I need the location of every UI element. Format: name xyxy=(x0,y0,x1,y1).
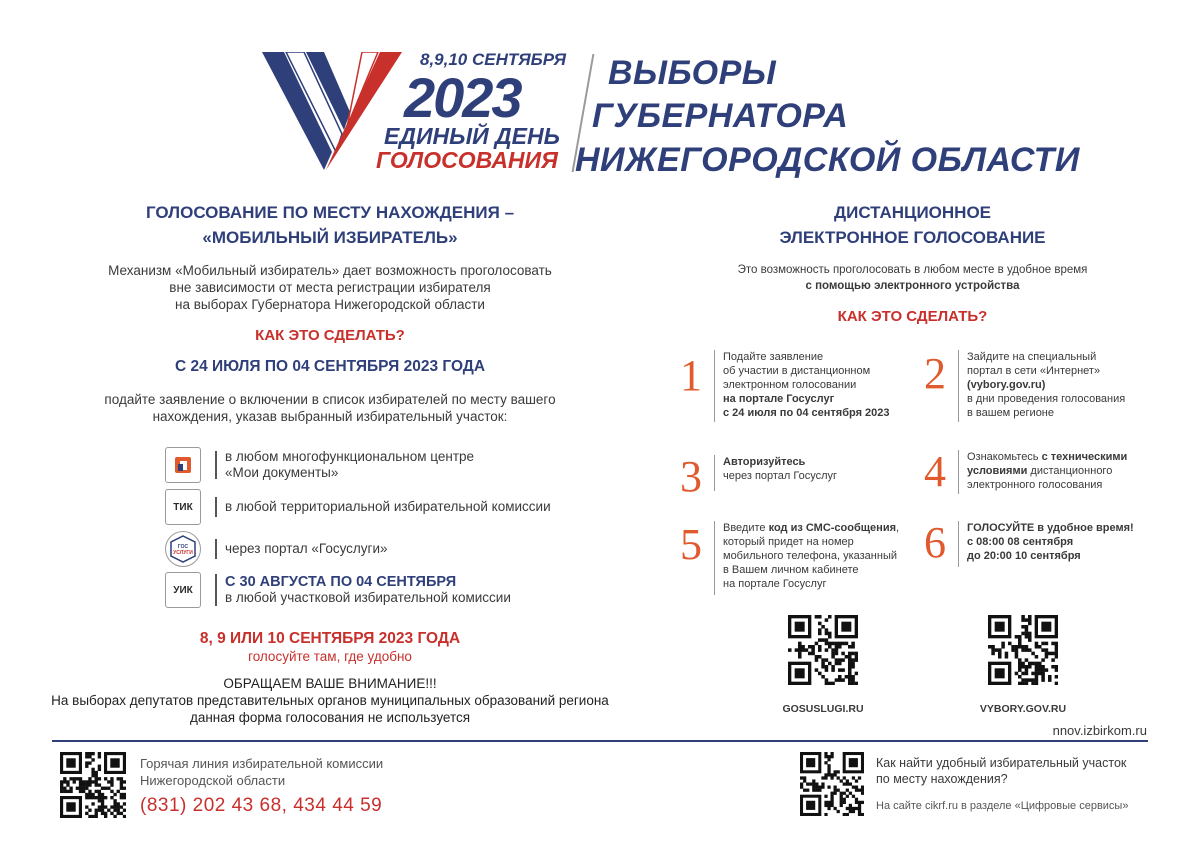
step-text-line: с 24 июля по 04 сентября 2023 xyxy=(723,407,890,419)
how-heading: КАК ЭТО СДЕЛАТЬ? xyxy=(837,308,988,325)
option-divider xyxy=(215,574,217,606)
step-number: 1 xyxy=(680,351,702,400)
intro-line-2: с помощью электронного устройства xyxy=(805,280,1020,292)
section-title-line-2: ЭЛЕКТРОННОЕ ГОЛОСОВАНИЕ xyxy=(779,228,1046,247)
step-text-part: код из СМС-сообщения xyxy=(768,522,896,534)
hotline-phone[interactable]: (831) 202 43 68, 434 44 59 xyxy=(140,795,383,816)
header-title-1: ВЫБОРЫ xyxy=(608,54,777,92)
option-gosuslugi xyxy=(165,531,388,567)
tik-text: в любой территориальной избирательной комиссии xyxy=(225,499,551,514)
step-text-part: Введите xyxy=(723,522,769,534)
option-divider xyxy=(215,497,217,517)
step-number: 2 xyxy=(924,349,946,398)
gosuslugi-icon xyxy=(165,531,201,567)
option-tik xyxy=(165,489,551,525)
step-number: 3 xyxy=(680,452,702,501)
remote-voting-section xyxy=(640,200,1185,325)
step-divider xyxy=(958,450,959,494)
step-text-line: до 20:00 10 сентября xyxy=(967,550,1081,562)
hotline-line-1: Горячая линия избирательной комиссии xyxy=(140,756,384,771)
step-text-line: электронном голосовании xyxy=(723,379,857,391)
option-uik xyxy=(165,572,511,608)
section-title-line-1: ДИСТАНЦИОННОЕ xyxy=(833,203,992,222)
step-text-line: ГОЛОСУЙТЕ в удобное время! xyxy=(967,522,1134,534)
header-title-2: ГУБЕРНАТОРА xyxy=(592,97,849,135)
how-heading: КАК ЭТО СДЕЛАТЬ? xyxy=(255,327,405,344)
step-text-line: Подайте заявление xyxy=(723,351,824,363)
step-divider xyxy=(714,521,715,595)
hotline-qr-code[interactable] xyxy=(60,752,126,818)
step-text-line: мобильного телефона, указанный xyxy=(723,550,897,562)
hotline-line-2: Нижегородской области xyxy=(140,773,286,788)
gosuslugi-qr-label: GOSUSLUGI.RU xyxy=(782,703,864,715)
step-5 xyxy=(676,521,899,595)
section-title-line-2: «МОБИЛЬНЫЙ ИЗБИРАТЕЛЬ» xyxy=(202,228,458,247)
footer-divider xyxy=(52,740,1148,742)
step-text-line: Зайдите на специальный xyxy=(967,351,1097,363)
cikrf-qr-code[interactable] xyxy=(800,752,864,816)
step-divider xyxy=(958,350,959,422)
step-divider xyxy=(714,455,715,491)
logo-year: 2023 xyxy=(404,66,521,129)
option-divider xyxy=(215,451,217,479)
step-text-line: портал в сети «Интернет» xyxy=(967,365,1101,377)
note-line-1: На выборах депутатов представительных органов муниципальных образований региона xyxy=(51,693,609,708)
step-text-part: условиями xyxy=(967,465,1028,477)
uik-text: в любой участковой избирательной комиссии xyxy=(225,590,511,605)
step-number: 5 xyxy=(680,520,702,569)
step-divider xyxy=(958,521,959,567)
header-title-3: НИЖЕГОРОДСКОЙ ОБЛАСТИ xyxy=(575,141,1080,179)
step-2 xyxy=(920,350,1125,422)
step-text-line: (vybory.gov.ru) xyxy=(967,379,1046,391)
section-title-line-1: ГОЛОСОВАНИЕ ПО МЕСТУ НАХОЖДЕНИЯ – xyxy=(145,203,515,222)
step-text-part: дистанционного xyxy=(1027,465,1113,477)
site-link[interactable]: nnov.izbirkom.ru xyxy=(1052,723,1147,738)
step-number: 6 xyxy=(924,518,946,567)
svg-text:ГОС: ГОС xyxy=(177,544,189,550)
step-text-line: который придет на номер xyxy=(723,536,854,548)
step-text-part: Ознакомьтесь xyxy=(967,451,1042,463)
step-text-part: с техническими xyxy=(1041,451,1128,463)
mfc-line-1: в любом многофункциональном центре xyxy=(225,449,475,464)
mobile-voter-section xyxy=(40,200,620,425)
intro-line-2: вне зависимости от места регистрации избирателя xyxy=(169,280,491,295)
step-text-line: об участии в дистанционном xyxy=(723,365,871,377)
attention: ОБРАЩАЕМ ВАШЕ ВНИМАНИЕ!!! xyxy=(223,676,437,691)
find-station-block xyxy=(876,755,1128,813)
step-divider xyxy=(714,350,715,422)
intro-line-3: на выборах Губернатора Нижегородской области xyxy=(175,297,485,312)
apply-line-1: подайте заявление о включении в список избирателей по месту вашего xyxy=(104,392,556,407)
step-6 xyxy=(920,518,1134,567)
uik-period: С 30 АВГУСТА ПО 04 СЕНТЯБРЯ xyxy=(225,574,457,590)
step-text-line: через портал Госуслуг xyxy=(723,470,838,482)
step-text-line: в Вашем личном кабинете xyxy=(723,564,859,576)
find-line-1: Как найти удобный избирательный участок xyxy=(876,756,1127,770)
step-text-line: в вашем регионе xyxy=(967,407,1055,419)
intro-line-1: Механизм «Мобильный избиратель» дает возможность проголосовать xyxy=(108,263,552,278)
period-heading: С 24 ИЮЛЯ ПО 04 СЕНТЯБРЯ 2023 ГОДА xyxy=(174,358,486,375)
logo-dates: 8,9,10 СЕНТЯБРЯ xyxy=(420,50,567,69)
svg-text:УСЛУГИ: УСЛУГИ xyxy=(173,550,193,556)
tik-icon: ТИК xyxy=(165,489,201,525)
mfc-line-2: «Мои документы» xyxy=(225,465,339,480)
step-text-line: на портале Госуслуг xyxy=(723,393,835,405)
step-text-line: электронного голосования xyxy=(967,479,1103,491)
step-text-line: Авторизуйтесь xyxy=(723,456,806,468)
logo-line-1: ЕДИНЫЙ ДЕНЬ xyxy=(384,123,560,149)
vote-where: голосуйте там, где удобно xyxy=(248,649,412,664)
vote-days-block xyxy=(40,630,620,726)
gosuslugi-qr-code[interactable] xyxy=(788,615,858,685)
step-text-line: на портале Госуслуг xyxy=(723,578,827,590)
logo-line-2: ГОЛОСОВАНИЯ xyxy=(376,147,558,173)
step-number: 4 xyxy=(924,447,946,496)
option-mfc xyxy=(165,447,474,483)
note-line-2: данная форма голосования не используется xyxy=(189,710,471,725)
step-text-line: в дни проведения голосования xyxy=(967,393,1126,405)
vybory-qr-code[interactable] xyxy=(988,615,1058,685)
gosuslugi-text: через портал «Госуслуги» xyxy=(225,541,388,556)
find-line-2: по месту нахождения? xyxy=(876,772,1008,786)
vote-days: 8, 9 ИЛИ 10 СЕНТЯБРЯ 2023 ГОДА xyxy=(199,630,461,647)
option-divider xyxy=(215,539,217,559)
apply-line-2: нахождения, указав выбранный избирательный участок: xyxy=(152,409,508,424)
step-text-line: с 08:00 08 сентября xyxy=(967,536,1074,548)
vybory-qr-label: VYBORY.GOV.RU xyxy=(979,703,1067,715)
find-hint: На сайте cikrf.ru в разделе «Цифровые сервисы» xyxy=(876,800,1129,812)
step-4 xyxy=(920,447,1128,496)
mfc-icon xyxy=(165,447,201,483)
intro-line-1: Это возможность проголосовать в любом месте в удобное время xyxy=(737,264,1088,276)
step-1 xyxy=(676,350,890,422)
uik-icon: УИК xyxy=(165,572,201,608)
hotline-block xyxy=(140,755,383,819)
step-3 xyxy=(676,452,838,501)
step-text-part: , xyxy=(896,522,900,534)
